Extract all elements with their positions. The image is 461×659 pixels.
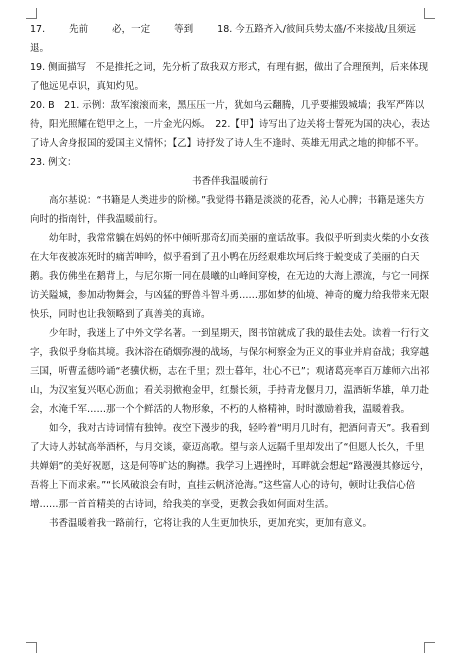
answer-18: 18. 今五路齐入/彼间兵势太盛/不来接战/且须远退。 [30,24,416,54]
answer-19: 19. 侧面描写 不是推托之词，先分析了敌我双方形式，有理有据，做出了合理预判，后来体现了他远见卓识，真知灼见。 [30,62,429,92]
q17-answer-b: 必，一定 [112,24,151,35]
crop-mark-top-right [424,8,435,19]
essay-title: 书香伴我温暖前行 [191,176,268,187]
essay-paragraph: 高尔基说：“书籍是人类进步的阶梯。”我觉得书籍是淡淡的花香，沁人心脾；书籍是迷失方向时的指南针，伴我温暖前行。 [30,195,425,225]
essay-paragraph: 幼年时，我常常躺在妈妈的怀中倾听那奇幻而美丽的童话故事。我似乎听到卖火柴的小女孩在大年夜被冻死时的痛苦呻吟，似乎看到了丑小鸭在历经艰难坎坷后终于蜕变成了美丽的白天鹅。我仿佛坐在鹅背上，与尼尔斯一同在晨曦的山峰间穿梭，在无边的大海上漂流，与它一同探访关隘城，参加动物舞会，与凶猛的野兽斗智斗勇……那如梦的仙境、神奇的魔力给我带来无限快乐，同时也让我领略到了真善美的真谛。 [30,233,430,320]
answer-23-label: 23. 例文： [30,157,77,168]
essay-paragraph: 书香温暖着我一路前行，它将让我的人生更加快乐，更加充实，更加有意义。 [49,518,373,529]
answer-20-22: 20. B 21. 示例：敌军滚滚而来，黑压压一片，犹如乌云翻腾，几乎要摧毁城墙；我军严阵以待，阳光照耀在铠甲之上，一片金光闪烁。 22.【甲】诗写出了边关将士誓死为国的决心，表达了诗人舍身报国的爱国主义情怀；【乙】诗抒发了诗人生不逢时、英雄无用武之地的抑郁不平。 [30,100,430,149]
q17-answer-a: 先前 [69,24,89,35]
crop-mark-top-left [26,8,37,19]
essay-paragraph: 少年时，我迷上了中外文学名著。一到星期天，图书馆就成了我的最佳去处。读着一行行文字，我似乎身临其境。我沐浴在硝烟弥漫的战场，与保尔柯察金为正义的事业并肩奋战；我穿越三国，听曹孟德吟诵“老骥伏枥，志在千里；烈士暮年，壮心不已”；观诸葛亮率百万雄师六出祁山，为汉室复兴呕心沥血；看关羽掀袍金甲，红鬃长须，手持青龙偃月刀，温酒斩华雄，单刀赴会，水淹千军……那一个个鲜活的人物形象，不朽的人格精神，时时激励着我，温暖着我。 [30,328,430,415]
q17-answer-c: 等到 [174,24,194,35]
q17-number: 17. [30,24,46,35]
answer-document [30,20,430,533]
answer-17 [30,20,430,58]
essay-paragraph: 如今，我对古诗词情有独钟。夜空下漫步的我，轻吟着“明月几时有，把酒问青天”。我看到了大诗人苏轼高举酒杯，与月交谈，豪迈高歌。望与亲人远隔千里却发出了“但愿人长久，千里共婵娟”的美好祝愿，这是何等旷达的胸襟。我学习上遇挫时，耳畔就会想起“路漫漫其修远兮，吾将上下而求索。”“长风破浪会有时，直挂云帆济沧海。”这些富人心的诗句，顿时让我信心倍增……那一首首精美的古诗词，给我美的享受，更教会我如何面对生活。 [30,423,430,510]
crop-mark-bottom-left [26,642,37,653]
crop-mark-bottom-right [424,642,435,653]
